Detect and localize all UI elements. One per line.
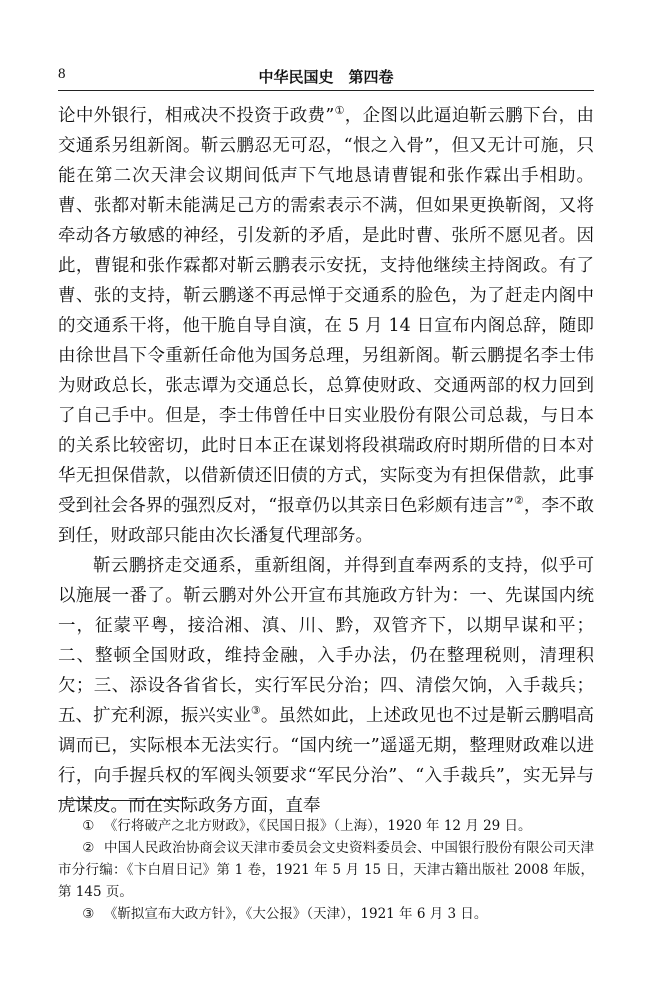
footnote-ref[interactable]: ② bbox=[514, 494, 524, 508]
footnote-ref[interactable]: ① bbox=[334, 104, 345, 118]
paragraph-text: ，企图以此逼迫靳云鹏下台，由交通系另组新阁。靳云鹏忍无可忍，“恨之入骨”，但又无计可施，只能在第二次天津会议期间低声下气地恳请曹锟和张作霖出手相助。曹、张都对靳未能满足己方的需索表示不满，但如果更换靳阁，又将牵动各方敏感的神经，引发新的矛盾，是此时曹、张所不愿见者。因此，曹锟和张作霖都对靳云鹏表示安抚，支持他继续主持阁政。有了曹、张的支持，靳云鹏遂不再忌惮于交通系的脸色，为了赶走内阁中的交通系干将，他干脆自导自演，在 5 月 14 日宣布内阁总辞，随即由徐世昌下令重新任命他为国务总理，另组新阁。靳云鹏提名李士伟为财政总长，张志谭为交通总长，总算使财政、交通两部的权力回到了自己手中。但是，李士伟曾任中日实业股份有限公司总裁，与日本的关系比较密切，此时日本正在谋划将段祺瑞政府时期所借的日本对华无担保借款，以借新债还旧债的方式，实际变为有担保借款，此事受到社会各界的强烈反对，“报章仍以其亲日色彩颇有违言” bbox=[58, 106, 594, 516]
footnote-text: 中国人民政治协商会议天津市委员会文史资料委员会、中国银行股份有限公司天津市分行编：《卞白眉日记》第 1 卷，1921 年 5 月 15 日，天津古籍出版社 2008 年版，第 145 页。 bbox=[58, 840, 594, 900]
paragraph-text: ，李不敢到任，财政部只能由次长潘复代理部务。 bbox=[58, 496, 594, 546]
running-head: 中华民国史 第四卷 bbox=[258, 68, 394, 86]
footnote-text: 《行将破产之北方财政》，《民国日报》（上海），1920 年 12 月 29 日。 bbox=[103, 818, 532, 834]
footnote bbox=[58, 837, 594, 903]
page-number: 8 bbox=[58, 66, 66, 82]
paragraph bbox=[58, 551, 594, 821]
paragraph bbox=[58, 101, 594, 551]
footnote-divider bbox=[58, 800, 188, 801]
header-rule bbox=[58, 90, 594, 91]
footnote-mark: ② bbox=[82, 840, 95, 856]
footnotes bbox=[58, 815, 594, 925]
page-header bbox=[58, 66, 594, 92]
paragraph-text: 。虽然如此，上述政见也不过是靳云鹏唱高调而已，实际根本无法实行。“国内统一”遥遥无期，整理财政难以进行，向手握兵权的军阀头领要求“军民分治”、“入手裁兵”，实无异与虎谋皮。而在实际政务方面，直奉 bbox=[58, 706, 595, 816]
main-text bbox=[58, 101, 594, 821]
footnote-mark: ③ bbox=[82, 906, 95, 922]
footnote-ref[interactable]: ③ bbox=[250, 704, 261, 718]
footnote-text: 《靳拟宣布大政方针》，《大公报》（天津），1921 年 6 月 3 日。 bbox=[103, 906, 488, 922]
footnote bbox=[58, 903, 594, 925]
footnote bbox=[58, 815, 594, 837]
paragraph-text: 论中外银行，相戒决不投资于政费” bbox=[58, 106, 335, 126]
footnote-mark: ① bbox=[82, 818, 95, 834]
paragraph-text: 靳云鹏挤走交通系，重新组阁，并得到直奉两系的支持，似乎可以施展一番了。靳云鹏对外公开宣布其施政方针为：一、先谋国内统一，征蒙平粤，接洽湘、滇、川、黔，双管齐下，以期早谋和平；二、整顿全国财政，维持金融，入手办法，仍在整理税则，清理积欠；三、添设各省省长，实行军民分治；四、清偿欠饷，入手裁兵；五、扩充利源，振兴实业 bbox=[58, 556, 594, 726]
